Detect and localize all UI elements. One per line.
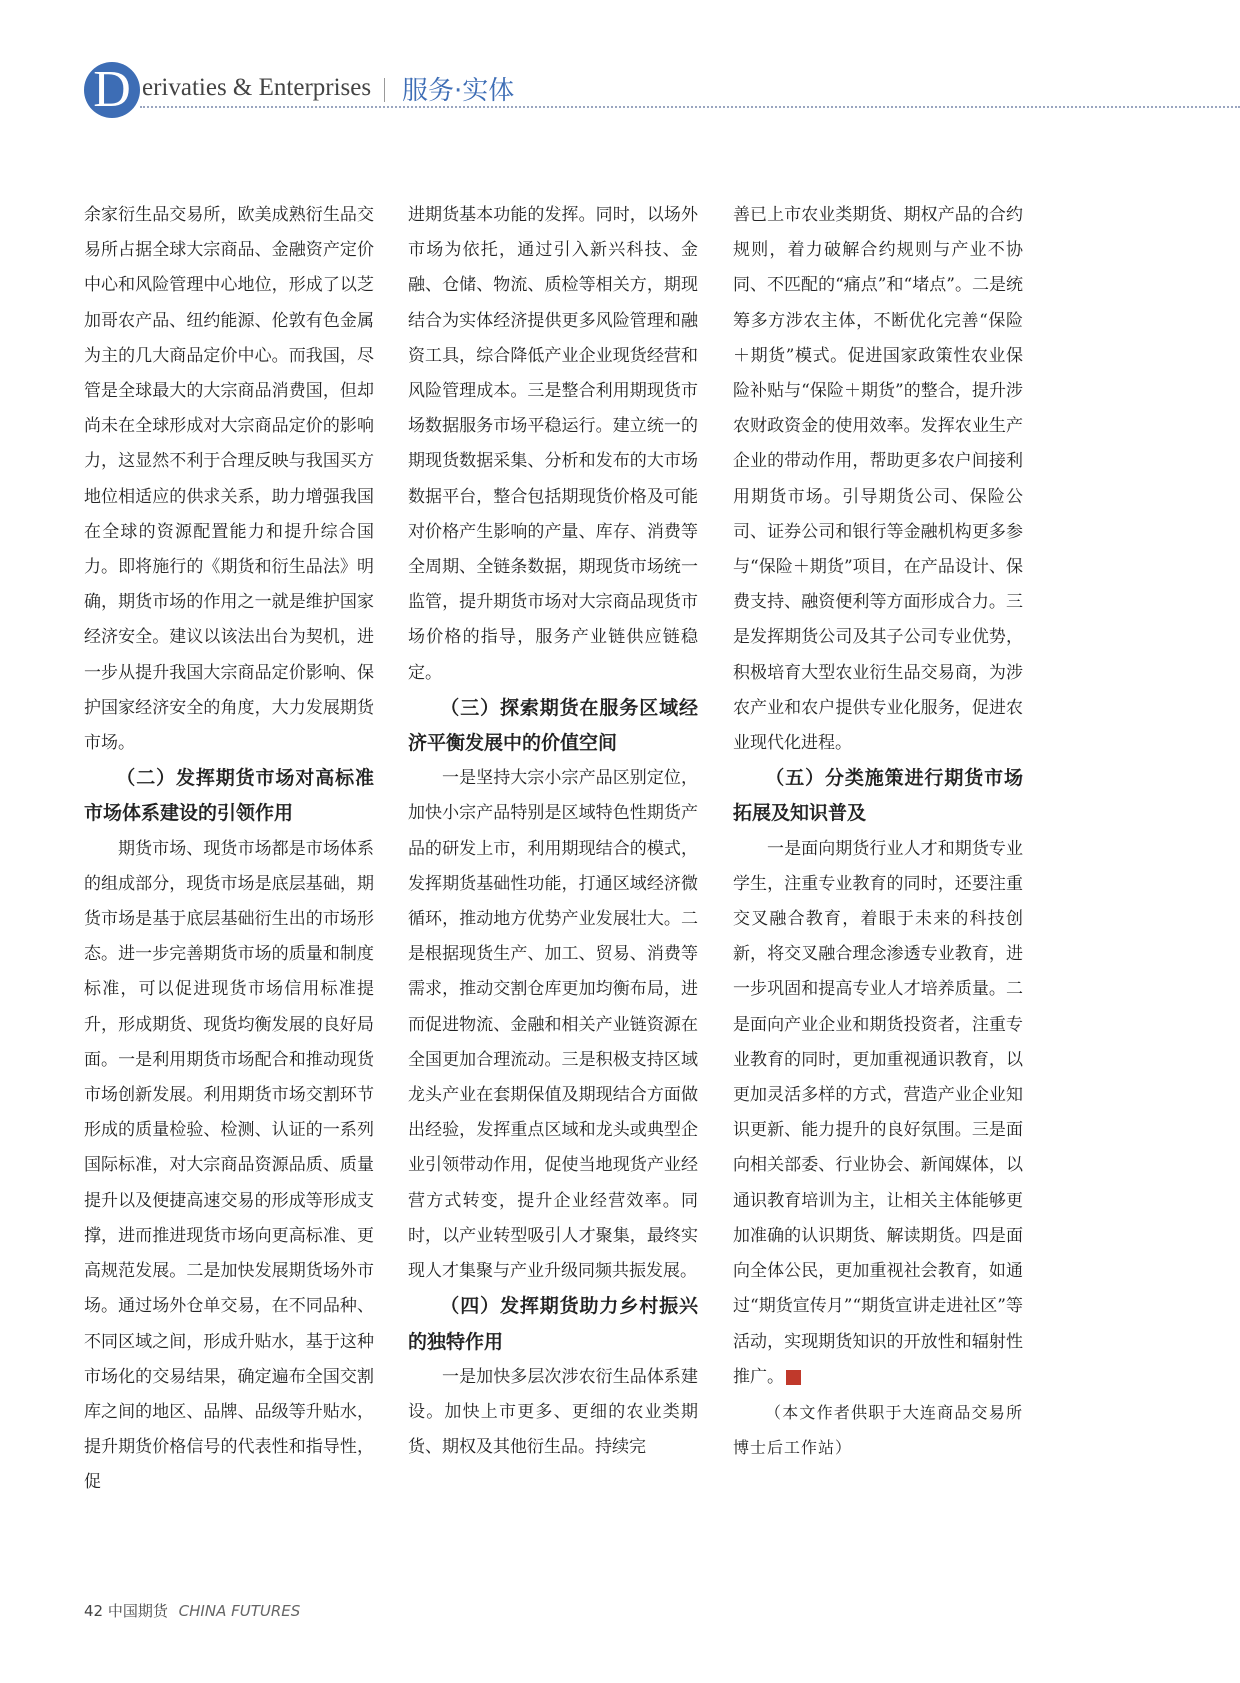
paragraph-text: （五）分类施策进行期货市场拓展及知识普及 [733, 767, 1023, 825]
text-column-1 [84, 198, 374, 1501]
body-paragraph [408, 198, 698, 691]
paragraph-text: （四）发挥期货助力乡村振兴的独特作用 [408, 1295, 698, 1353]
paragraph-text: （二）发挥期货市场对高标准市场体系建设的引领作用 [84, 767, 374, 825]
header-separator [384, 78, 385, 102]
paragraph-text: 进期货基本功能的发挥。同时，以场外市场为依托，通过引入新兴科技、金融、仓储、物流、质检等相关方，期现结合为实体经济提供更多风险管理和融资工具，综合降低产业企业现货经营和风险管理成本。三是整合利用期现货市场数据服务市场平稳运行。建立统一的期现货数据采集、分析和发布的大市场数据平台，整合包括期现货价格及可能对价格产生影响的产量、库存、消费等全周期、全链条数据，期现货市场统一监管，提升期货市场对大宗商品现货市场价格的指导，服务产业链供应链稳定。 [408, 205, 698, 683]
paragraph-text: 期货市场、现货市场都是市场体系的组成部分，现货市场是底层基础，期货市场是基于底层基础衍生出的市场形态。进一步完善期货市场的质量和制度标准，可以促进现货市场信用标准提升，形成期货、现货均衡发展的良好局面。一是利用期货市场配合和推动现货市场创新发展。利用期货市场交割环节形成的质量检验、检测、认证的一系列国际标准，对大宗商品资源品质、质量提升以及便捷高速交易的形成等形成支撑，进而推进现货市场向更高标准、更高规范发展。二是加快发展期货场外市场。通过场外仓单交易，在不同品种、不同区域之间，形成升贴水，基于这种市场化的交易结果，确定遍布全国交割库之间的地区、品牌、品级等升贴水，提升期货价格信号的代表性和指导性，促 [84, 838, 374, 1493]
end-mark-icon [786, 1370, 801, 1385]
section-heading [733, 761, 1023, 831]
magazine-name-en: CHINA FUTURES [178, 1602, 301, 1620]
text-column-2 [408, 198, 698, 1465]
paragraph-text: （本文作者供职于大连商品交易所博士后工作站） [733, 1402, 1023, 1457]
logo-d-circle: D [84, 62, 140, 118]
section-heading [84, 761, 374, 831]
body-paragraph [408, 761, 698, 1289]
body-paragraph [84, 198, 374, 761]
page-header [84, 62, 1240, 122]
body-paragraph [733, 198, 1023, 761]
section-tag: 服务·实体 [402, 76, 515, 106]
brand-title: erivaties & Enterprises [142, 74, 372, 101]
magazine-name-cn: 中国期货 [107, 1602, 168, 1620]
paragraph-text: 一是面向期货行业人才和期货专业学生，注重专业教育的同时，还要注重交叉融合教育，着眼于未来的科技创新，将交叉融合理念渗透专业教育，进一步巩固和提高专业人才培养质量。二是面向产业企业和期货投资者，注重专业教育的同时，更加重视通识教育，以更加灵活多样的方式，营造产业企业知识更新、能力提升的良好氛围。三是面向相关部委、行业协会、新闻媒体，以通识教育培训为主，让相关主体能够更加准确的认识期货、解读期货。四是面向全体公民，更加重视社会教育，如通过“期货宣传月”“期货宣讲走进社区”等活动，实现期货知识的开放性和辐射性推广。 [733, 838, 1023, 1387]
body-paragraph [733, 832, 1023, 1395]
text-column-3 [733, 198, 1023, 1465]
paragraph-text: 善已上市农业类期货、期权产品的合约规则，着力破解合约规则与产业不协同、不匹配的“痛点”和“堵点”。二是统筹多方涉农主体，不断优化完善“保险＋期货”模式。促进国家政策性农业保险补贴与“保险＋期货”的整合，提升涉农财政资金的使用效率。发挥农业生产企业的带动作用，帮助更多农户间接利用期货市场。引导期货公司、保险公司、证券公司和银行等金融机构更多参与“保险＋期货”项目，在产品设计、保费支持、融资便利等方面形成合力。三是发挥期货公司及其子公司专业优势，积极培育大型农业衍生品交易商，为涉农产业和农户提供专业化服务，促进农业现代化进程。 [733, 205, 1023, 754]
page-number: 42 [84, 1602, 104, 1620]
body-paragraph [408, 1360, 698, 1466]
body-paragraph [84, 832, 374, 1501]
paragraph-text: 余家衍生品交易所，欧美成熟衍生品交易所占据全球大宗商品、金融资产定价中心和风险管理中心地位，形成了以芝加哥农产品、纽约能源、伦敦有色金属为主的几大商品定价中心。而我国，尽管是全球最大的大宗商品消费国，但却尚未在全球形成对大宗商品定价的影响力，这显然不利于合理反映与我国买方地位相适应的供求关系，助力增强我国在全球的资源配置能力和提升综合国力。即将施行的《期货和衍生品法》明确，期货市场的作用之一就是维护国家经济安全。建议以该法出台为契机，进一步从提升我国大宗商品定价影响、保护国家经济安全的角度，大力发展期货市场。 [84, 205, 374, 754]
paragraph-text: 一是坚持大宗小宗产品区别定位，加快小宗产品特别是区域特色性期货产品的研发上市，利用期现结合的模式，发挥期货基础性功能，打通区域经济微循环，推动地方优势产业发展壮大。二是根据现货生产、加工、贸易、消费等需求，推动交割仓库更加均衡布局，进而促进物流、金融和相关产业链资源在全国更加合理流动。三是积极支持区域龙头产业在套期保值及期现结合方面做出经验，发挥重点区域和龙头或典型企业引领带动作用，促使当地现货产业经营方式转变，提升企业经营效率。同时，以产业转型吸引人才聚集，最终实现人才集聚与产业升级同频共振发展。 [408, 768, 698, 1282]
author-byline [733, 1395, 1023, 1465]
paragraph-text: （三）探索期货在服务区域经济平衡发展中的价值空间 [408, 696, 698, 755]
paragraph-text: 一是加快多层次涉农衍生品体系建设。加快上市更多、更细的农业类期货、期权及其他衍生品。持续完 [408, 1366, 698, 1458]
section-heading [408, 1289, 698, 1359]
page-footer [84, 1600, 300, 1621]
section-heading [408, 691, 698, 761]
header-dotted-rule [140, 106, 1240, 108]
